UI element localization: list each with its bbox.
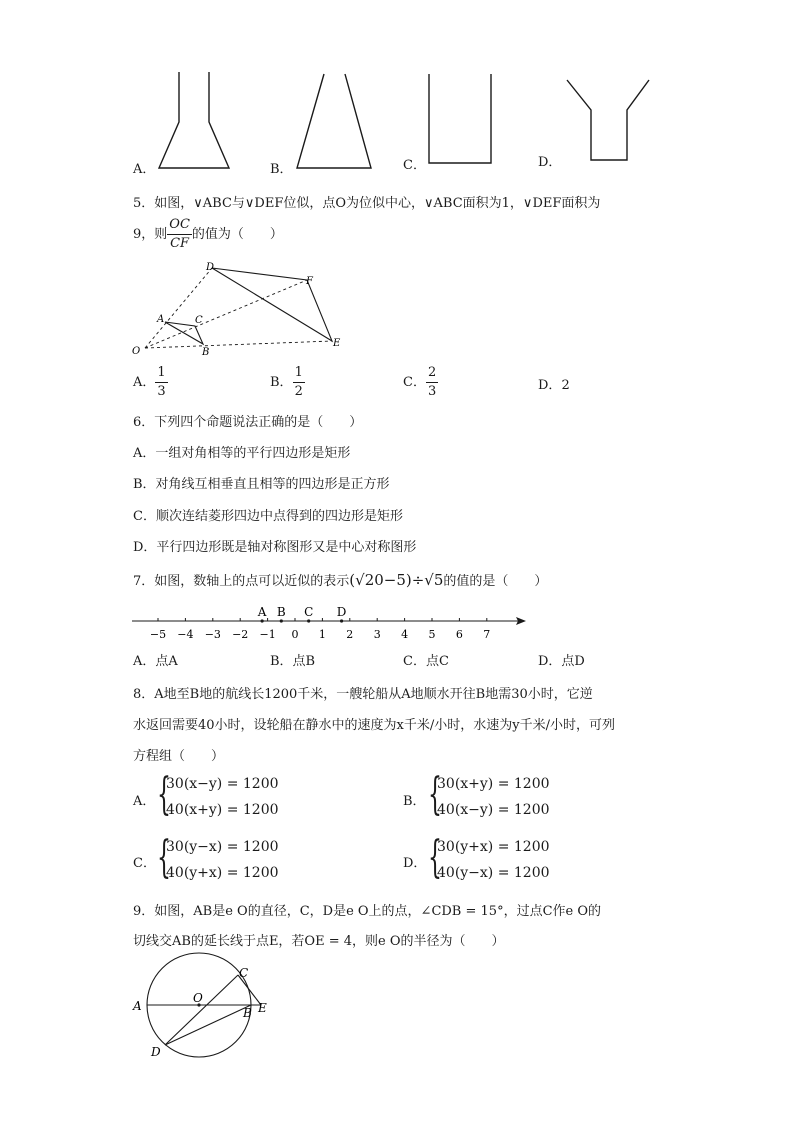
q7-number-line: [130, 598, 530, 648]
q6-option-d[interactable]: D．平行四边形既是轴对称图形又是中心对称图形: [133, 540, 417, 555]
q5-fraction: [167, 216, 192, 253]
q7-tick-label: 5: [428, 628, 436, 641]
q7-stem-prefix: 7．如图，数轴上的点可以近似的表示: [133, 574, 350, 589]
q7-point-label: A: [257, 605, 267, 619]
q4-option-c[interactable]: C．: [403, 158, 426, 173]
q5-figure: [130, 260, 350, 360]
q7-option-d[interactable]: D．点D: [538, 654, 585, 669]
q9-stem-line2: 切线交AB的延长线于点E，若OE = 4，则e O的半径为（ ）: [133, 934, 505, 949]
q5-option-c-label: C．: [403, 375, 426, 390]
q8-option-a-brace: {: [157, 769, 171, 820]
q5-option-b[interactable]: [270, 364, 305, 401]
q9-label-o: O: [193, 991, 203, 1005]
q8-option-c-eq2: 40(y+x) = 1200: [166, 865, 279, 881]
q5-option-d-text: 2: [561, 378, 570, 393]
q9-label-e: E: [258, 1001, 267, 1015]
q9-stem-line1: 9．如图，AB是e O的直径，C，D是e O上的点，∠CDB = 15°，过点C作e O的: [133, 904, 601, 919]
q8-option-d-label: D．: [403, 856, 427, 871]
q5-option-a-den: 3: [157, 384, 166, 399]
q5-option-b-label: B．: [270, 375, 293, 390]
q8-stem-line1: 8．A地至B地的航线长1200千米，一艘轮船从A地顺水开往B地需30小时，它逆: [133, 687, 593, 702]
q8-option-b-eq1: 30(x+y) = 1200: [437, 776, 550, 792]
q7-tick-label: −2: [232, 628, 249, 641]
q9-label-a: A: [133, 999, 142, 1013]
q7-point-label: D: [336, 605, 347, 619]
q7-tick-label: −3: [204, 628, 221, 641]
q6-option-a[interactable]: A．一组对角相等的平行四边形是矩形: [133, 446, 351, 461]
q5-stem-line2: [133, 216, 283, 253]
q8-option-c-label: C．: [133, 856, 156, 871]
q8-option-d-eq1: 30(y+x) = 1200: [437, 839, 550, 855]
q7-point-label: B: [276, 605, 286, 619]
q4-option-d[interactable]: D．: [538, 155, 562, 170]
q7-tick-label: −5: [149, 628, 167, 641]
q9-label-d: D: [151, 1045, 161, 1059]
q8-option-c-brace: {: [157, 832, 171, 883]
q6-option-c[interactable]: C．顺次连结菱形四边中点得到的四边形是矩形: [133, 509, 403, 524]
q7-tick-label: 0: [291, 628, 299, 641]
q7-expression: (√20−5)÷√5: [349, 571, 444, 589]
q5-frac-den: CF: [170, 236, 190, 251]
q5-stem-prefix: 9，则: [133, 227, 168, 242]
q7-point-marker: [340, 619, 343, 622]
q5-option-a-frac: [155, 364, 167, 401]
q4-figure-c: [425, 72, 495, 167]
q8-option-b-label: B．: [403, 794, 426, 809]
q5-option-a-label: A．: [133, 375, 156, 390]
q7-stem: [133, 570, 547, 589]
q4-option-b[interactable]: B．: [270, 162, 293, 177]
q8-stem-line2: 水返回需要40小时，设轮船在静水中的速度为x千米/小时，水速为y千米/小时，可列: [133, 718, 615, 733]
q7-tick-label: 4: [401, 628, 409, 641]
q5-option-c-frac: [426, 364, 438, 401]
q7-point-marker: [280, 619, 283, 622]
q7-tick-label: 2: [346, 628, 354, 641]
q6-option-b[interactable]: B．对角线互相垂直且相等的四边形是正方形: [133, 477, 390, 492]
q5-option-c-num: 2: [426, 364, 438, 383]
q4-figure-a: [155, 70, 235, 170]
q7-tick-label: −1: [259, 628, 276, 641]
q5-option-c[interactable]: [403, 364, 438, 401]
q7-point-label: C: [304, 605, 314, 619]
q8-option-a-eq1: 30(x−y) = 1200: [166, 776, 279, 792]
q7-point-marker: [261, 619, 264, 622]
q7-tick-label: −4: [177, 628, 194, 641]
q8-option-a-label: A．: [133, 794, 156, 809]
q5-option-a[interactable]: [133, 364, 168, 401]
q5-option-c-den: 3: [427, 384, 437, 399]
q8-option-c-eq1: 30(y−x) = 1200: [166, 839, 279, 855]
q5-stem-suffix: 的值为（ ）: [191, 227, 283, 242]
q7-tick-label: 1: [318, 628, 326, 641]
q7-option-a[interactable]: A．点A: [133, 654, 178, 669]
q8-option-d-eq2: 40(y−x) = 1200: [437, 865, 550, 881]
q5-option-b-num: 1: [293, 364, 305, 383]
q5-option-d-label: D．: [538, 378, 562, 393]
q8-option-b-eq2: 40(x−y) = 1200: [437, 802, 550, 818]
q4-figure-d: [565, 78, 650, 163]
q7-tick-label: 6: [455, 628, 463, 641]
q5-frac-num: OC: [167, 216, 192, 235]
q5-label-f: F: [306, 276, 313, 287]
q9-label-b: B: [243, 1006, 252, 1020]
q5-option-b-frac: [293, 364, 305, 401]
q5-label-e: E: [333, 338, 341, 349]
q5-label-a: A: [157, 314, 165, 325]
q5-stem-line1: 5．如图，∨ABC与∨DEF位似，点O为位似中心，∨ABC面积为1，∨DEF面积为: [133, 196, 601, 211]
q8-option-a-eq2: 40(x+y) = 1200: [166, 802, 279, 818]
q5-label-c: C: [195, 315, 203, 326]
q7-tick-label: 7: [483, 628, 491, 641]
q7-option-b[interactable]: B．点B: [270, 654, 316, 669]
q8-stem-line3: 方程组（ ）: [133, 749, 225, 764]
q8-option-b-brace: {: [428, 769, 442, 820]
q4-figure-b: [295, 72, 380, 170]
q7-option-c[interactable]: C．点C: [403, 654, 449, 669]
q5-label-b: B: [202, 347, 210, 358]
q5-option-d[interactable]: [538, 374, 570, 393]
q4-option-a[interactable]: A．: [133, 162, 156, 177]
q7-tick-label: 3: [373, 628, 381, 641]
q6-stem: 6．下列四个命题说法正确的是（ ）: [133, 415, 363, 430]
q5-label-d: D: [206, 262, 215, 273]
q5-label-o: O: [132, 346, 141, 357]
q9-figure: [130, 952, 280, 1062]
q9-label-c: C: [239, 966, 249, 980]
q5-option-b-den: 2: [294, 384, 303, 399]
q7-point-marker: [307, 619, 310, 622]
q5-option-a-num: 1: [155, 364, 167, 383]
q8-option-d-brace: {: [428, 832, 442, 883]
q7-stem-suffix: 的值的是（ ）: [443, 574, 548, 589]
